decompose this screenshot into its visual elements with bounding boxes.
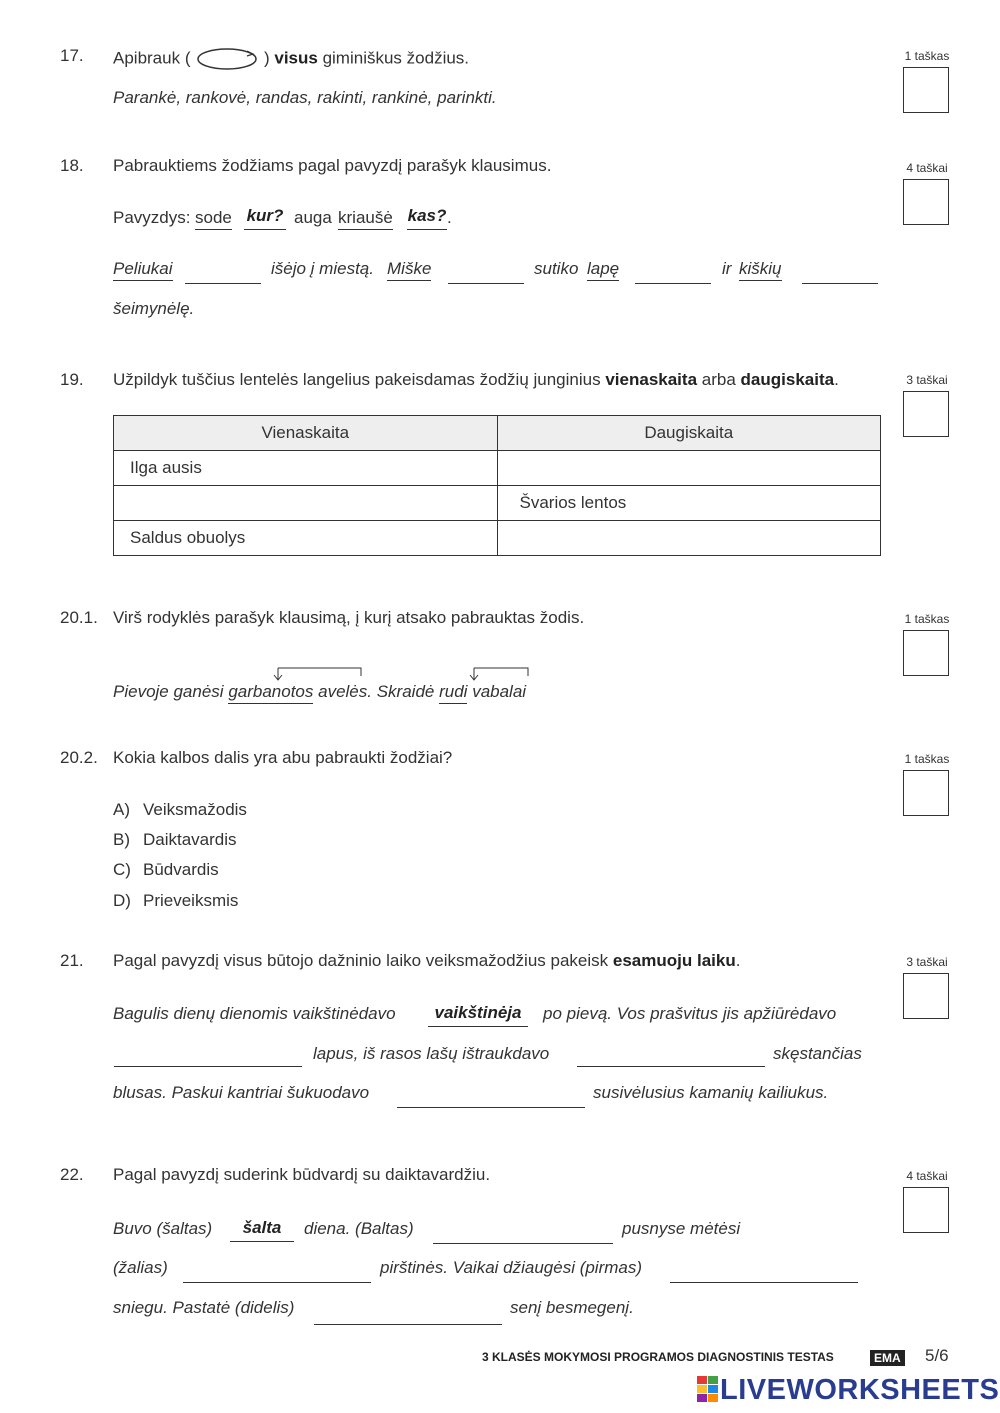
q19-answer-cell-2-1[interactable] [114, 486, 498, 521]
q18-text2: sutiko [534, 259, 579, 278]
q19-points: 3 taškai [906, 373, 948, 387]
q17-score-box [903, 67, 949, 113]
q20-2-option-a[interactable]: A) Veiksmažodis [113, 800, 247, 819]
q18-example-question1: kur? [244, 206, 286, 230]
table-row [114, 486, 881, 521]
page-number: 5/6 [925, 1346, 949, 1365]
q18-end: šeimynėlę. [113, 299, 195, 318]
q20-1-instruction: Virš rodyklės parašyk klausimą, į kurį atsako pabrauktas žodis. [113, 608, 585, 627]
q20-1-sentence: Pievoje ganėsi garbanotos avelės. Skraidė rudi vabalai [113, 682, 526, 702]
q20-1-answer-field-1[interactable] [280, 660, 360, 661]
q22-instruction: Pagal pavyzdį suderink būdvardį su daiktavardžiu. [113, 1165, 491, 1184]
q20-2-number: 20.2. [60, 748, 98, 767]
q19-header-plural: Daugiskaita [497, 416, 881, 451]
q21-points: 3 taškai [906, 955, 948, 969]
q18-word4: kiškių [739, 259, 782, 279]
q18-text3: ir [722, 259, 732, 278]
q19-cell-3-1: Saldus obuolys [114, 521, 498, 556]
q21-answer-field-3[interactable] [397, 1106, 585, 1108]
table-row [114, 451, 881, 486]
q20-2-score-box [903, 770, 949, 816]
q22-line2a: (žalias) [113, 1258, 168, 1277]
q18-example-word1: sode [195, 208, 232, 228]
q22-answer-field-2[interactable] [183, 1281, 371, 1283]
q18-example-mid: auga [294, 208, 332, 227]
q17-prefix: Apibrauk ( [113, 48, 191, 68]
q18-number: 18. [60, 156, 84, 175]
q22-line1b: diena. (Baltas) [304, 1219, 414, 1238]
q18-instruction: Pabrauktiems žodžiams pagal pavyzdį parašyk klausimus. [113, 156, 552, 175]
q19-answer-cell-3-2[interactable] [497, 521, 881, 556]
q18-example-label: Pavyzdys: [113, 208, 191, 227]
arrow-icon [468, 664, 538, 684]
q22-points: 4 taškai [906, 1169, 948, 1183]
q19-score-box [903, 391, 949, 437]
q17-instruction [113, 46, 469, 72]
q18-answer-field-3[interactable] [635, 282, 711, 284]
q18-answer-field-4[interactable] [802, 282, 878, 284]
q21-line2a: lapus, iš rasos lašų ištraukdavo [313, 1044, 550, 1063]
q20-2-option-b[interactable]: B) Daiktavardis [113, 830, 237, 849]
q21-line3a: blusas. Paskui kantriai šukuodavo [113, 1083, 370, 1102]
q21-line1b: po pievą. Vos prašvitus jis apžiūrėdavo [543, 1004, 837, 1023]
q22-number: 22. [60, 1165, 84, 1184]
q19-number: 19. [60, 370, 84, 389]
q20-2-instruction: Kokia kalbos dalis yra abu pabraukti žodžiai? [113, 748, 453, 767]
q22-answer-field-3[interactable] [670, 1281, 858, 1283]
q17-rest: giminiškus žodžius. [322, 48, 470, 68]
q17-points: 1 taškas [904, 49, 950, 63]
q18-score-box [903, 179, 949, 225]
q18-example-end: . [447, 208, 452, 227]
q22-answer-field-4[interactable] [314, 1323, 502, 1325]
q21-line1a: Bagulis dienų dienomis vaikštinėdavo [113, 1004, 396, 1023]
q18-answer-field-1[interactable] [185, 282, 261, 284]
q22-example: šalta [230, 1218, 294, 1242]
circle-icon [195, 46, 259, 72]
q18-example-question2: kas? [407, 206, 447, 230]
q20-1-score-box [903, 630, 949, 676]
q22-line2b: pirštinės. Vaikai džiaugėsi (pirmas) [380, 1258, 643, 1277]
q20-1-underlined-2: rudi [439, 682, 467, 704]
q21-line3b: susivėlusius kamanių kailiukus. [593, 1083, 829, 1102]
q18-word1: Peliukai [113, 259, 173, 279]
q18-text1: išėjo į miestą. [271, 259, 374, 278]
q21-example: vaikštinėja [428, 1003, 528, 1027]
q22-score-box [903, 1187, 949, 1233]
q19-table [113, 415, 881, 556]
q21-line2b: skęstančias [773, 1044, 862, 1063]
q17-bold: visus [274, 48, 318, 68]
q19-instruction: Užpildyk tuščius lentelės langelius pakeisdamas žodžių junginius vienaskaita arba daugiskaita. [113, 370, 839, 389]
q22-answer-field-1[interactable] [433, 1242, 613, 1244]
q17-number: 17. [60, 46, 84, 65]
footer-badge: EMA [870, 1350, 905, 1366]
q18-example-word2: kriaušė [338, 208, 393, 228]
liveworksheets-logo-icon [697, 1376, 719, 1404]
q20-1-points: 1 taškas [904, 612, 950, 626]
brand-logo[interactable]: LIVEWORKSHEETS [720, 1374, 1000, 1406]
q21-answer-field-1[interactable] [114, 1065, 302, 1067]
q21-number: 21. [60, 951, 84, 970]
q19-answer-cell-1-2[interactable] [497, 451, 881, 486]
q20-2-points: 1 taškas [904, 752, 950, 766]
q20-2-option-c[interactable]: C) Būdvardis [113, 860, 219, 879]
q18-word2: Miške [387, 259, 431, 279]
q20-2-option-d[interactable]: D) Prieveiksmis [113, 891, 239, 910]
q21-instruction: Pagal pavyzdį visus būtojo dažninio laiko veiksmažodžius pakeisk esamuoju laiku. [113, 951, 741, 970]
q17-words[interactable]: Parankė, rankovė, randas, rakinti, rankinė, parinkti. [113, 88, 497, 107]
footer-title: 3 KLASĖS MOKYMOSI PROGRAMOS DIAGNOSTINIS TESTAS [482, 1350, 834, 1364]
q19-cell-1-1: Ilga ausis [114, 451, 498, 486]
q22-line1c: pusnyse mėtėsi [622, 1219, 741, 1238]
q20-1-answer-field-2[interactable] [478, 660, 528, 661]
q20-1-number: 20.1. [60, 608, 98, 627]
table-row [114, 521, 881, 556]
q19-cell-2-2: Švarios lentos [497, 486, 881, 521]
q21-answer-field-2[interactable] [577, 1065, 765, 1067]
q22-line3a: sniegu. Pastatė (didelis) [113, 1298, 295, 1317]
q17-suffix: ) [263, 48, 270, 68]
q18-word3: lapę [587, 259, 619, 279]
q21-score-box [903, 973, 949, 1019]
q22-line1a: Buvo (šaltas) [113, 1219, 213, 1238]
q20-1-underlined-1: garbanotos [228, 682, 313, 704]
q19-header-singular: Vienaskaita [114, 416, 498, 451]
q18-answer-field-2[interactable] [448, 282, 524, 284]
arrow-icon [268, 664, 368, 684]
q18-points: 4 taškai [906, 161, 948, 175]
q22-line3b: senį besmegenį. [510, 1298, 634, 1317]
